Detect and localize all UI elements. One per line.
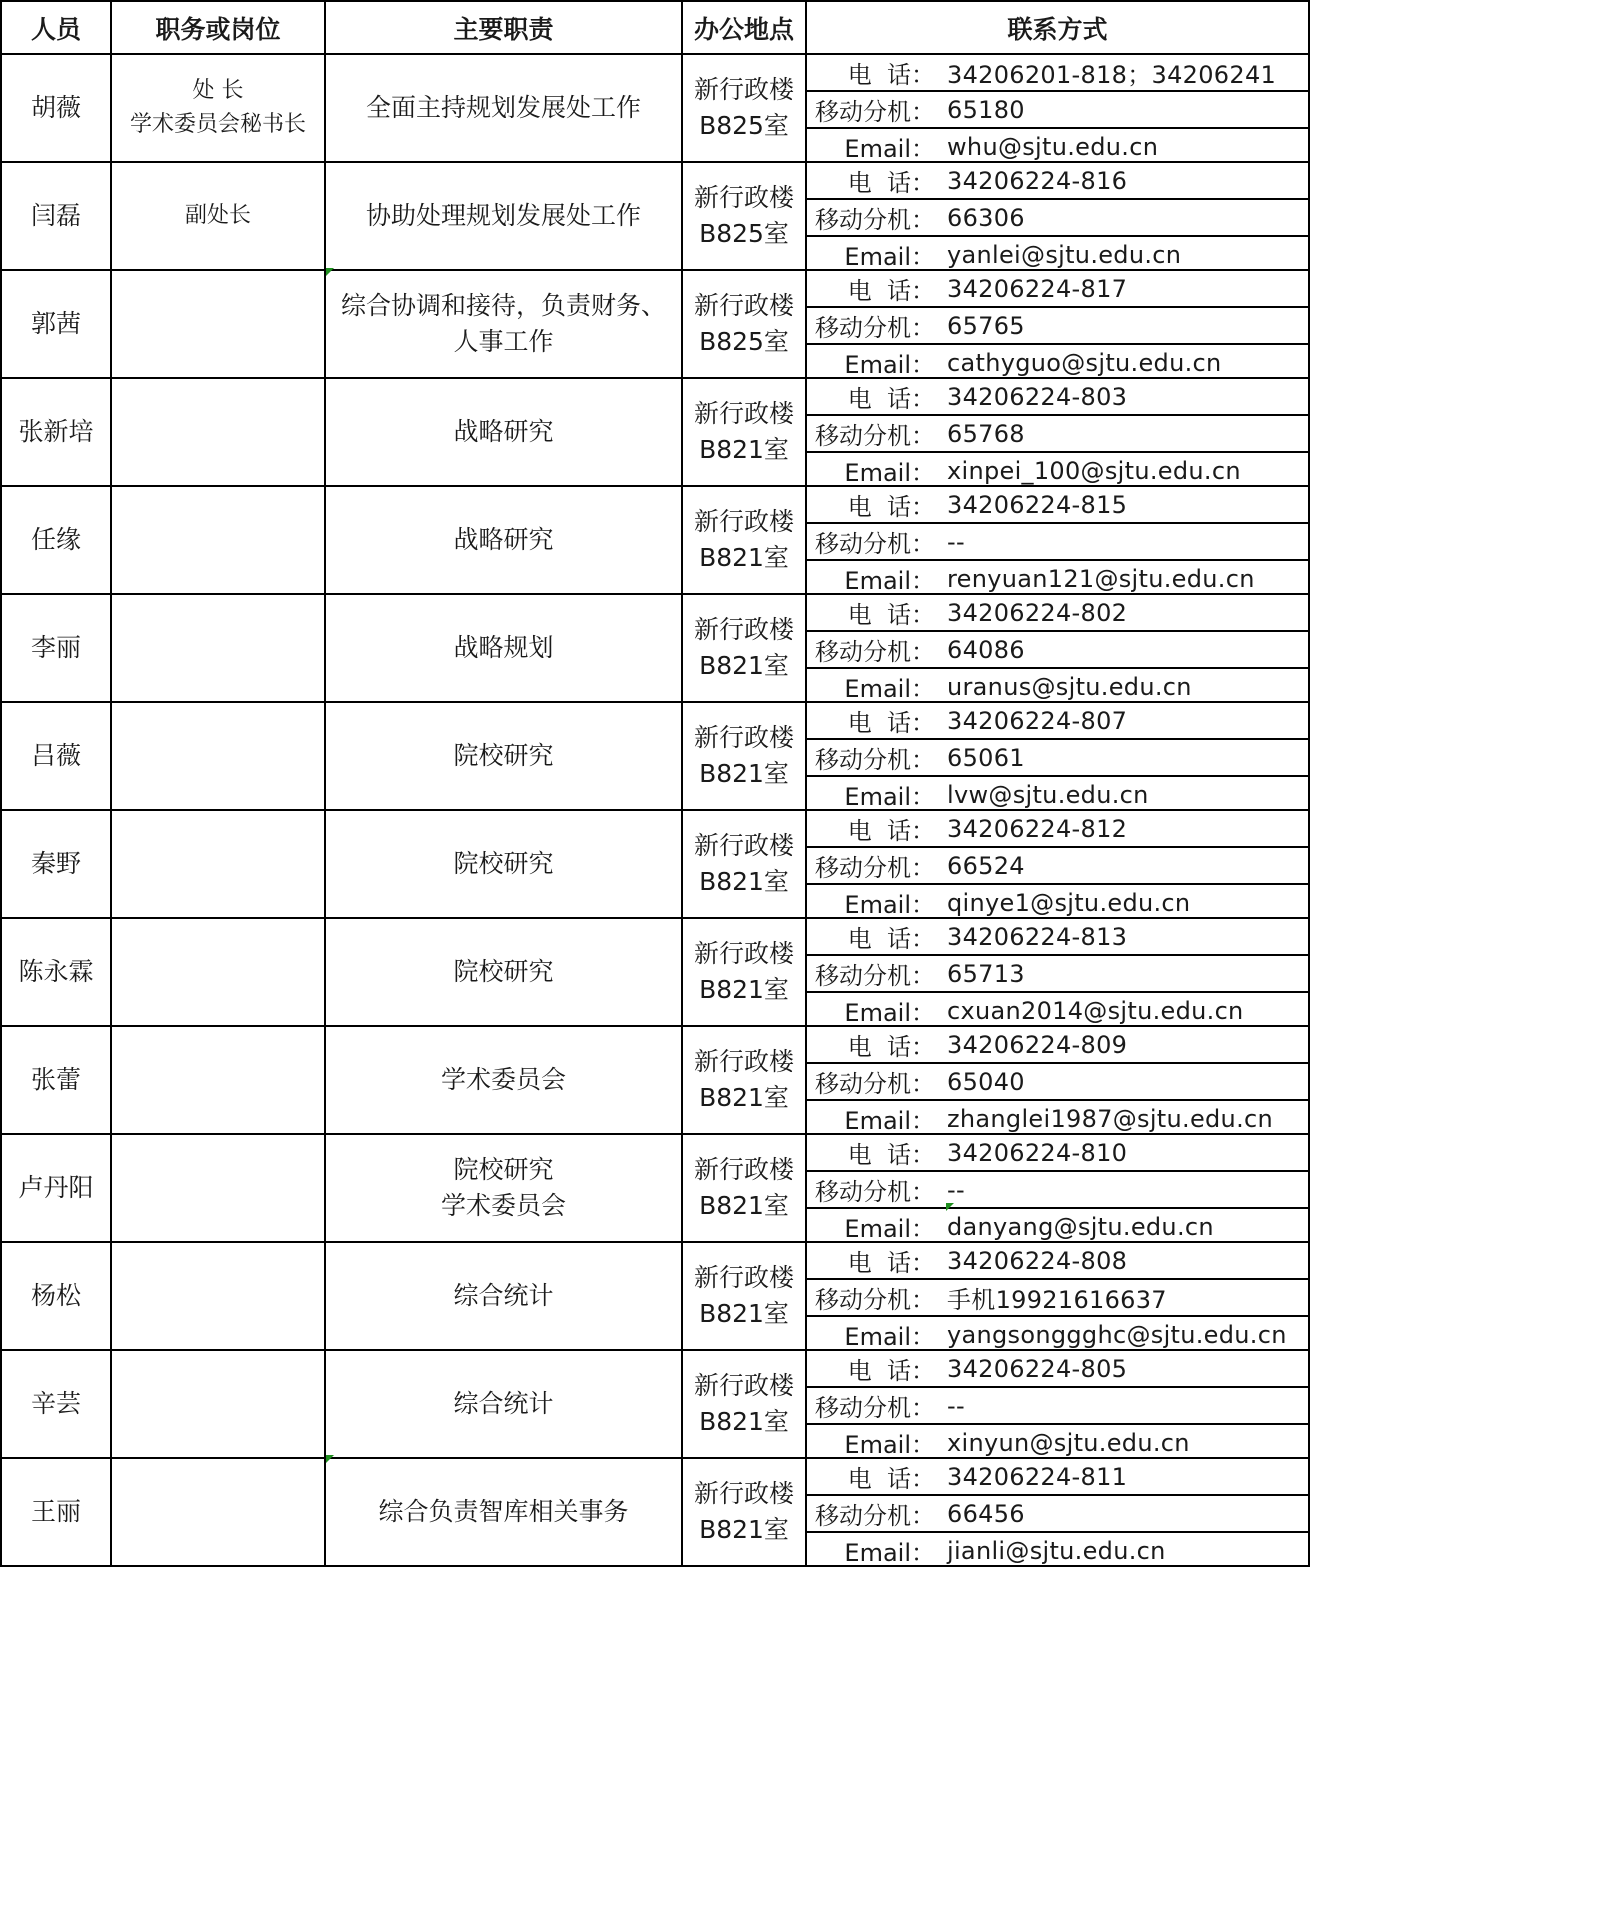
duty-text: 综合负责智库相关事务 — [378, 1497, 629, 1526]
position-cell — [111, 1134, 325, 1242]
phone-line — [807, 919, 1308, 954]
contact-cell — [806, 702, 1309, 810]
mobile-value: 65180 — [947, 95, 1025, 124]
office-room: B821室 — [699, 867, 789, 896]
office-building: 新行政楼 — [693, 1047, 794, 1076]
phone-value: 34206201-818；34206241 — [947, 61, 1277, 89]
position-cell — [111, 918, 325, 1026]
office-room: B825室 — [699, 219, 789, 248]
mobile-label: 移动分机： — [815, 206, 935, 234]
position-cell — [111, 270, 325, 378]
phone-label: 电 话： — [847, 1357, 935, 1385]
email-line — [807, 127, 1308, 164]
person-name: 辛芸 — [1, 1350, 111, 1458]
office-room: B821室 — [699, 759, 789, 788]
duty-cell — [325, 594, 682, 702]
phone-line — [807, 55, 1308, 90]
duty-cell — [325, 1026, 682, 1134]
duty-text: 综合统计 — [453, 1389, 554, 1418]
phone-value: 34206224-808 — [947, 1246, 1128, 1275]
office-room: B821室 — [699, 435, 789, 464]
email-label: Email： — [844, 783, 935, 811]
phone-label: 电 话： — [847, 1141, 935, 1169]
mobile-label: 移动分机： — [815, 962, 935, 990]
office-room: B821室 — [699, 1191, 789, 1220]
office-room: B821室 — [699, 651, 789, 680]
table-row — [1, 1242, 1309, 1350]
position-line: 学术委员会秘书长 — [129, 112, 306, 137]
email-line — [807, 1423, 1308, 1460]
person-name: 卢丹阳 — [1, 1134, 111, 1242]
duty-text: 综合统计 — [453, 1281, 554, 1310]
phone-line — [807, 271, 1308, 306]
phone-label: 电 话： — [847, 61, 935, 89]
person-name: 吕薇 — [1, 702, 111, 810]
mobile-line — [807, 846, 1308, 883]
office-cell — [682, 162, 806, 270]
office-building: 新行政楼 — [693, 75, 794, 104]
phone-label: 电 话： — [847, 1249, 935, 1277]
office-cell — [682, 1458, 806, 1566]
phone-line — [807, 1243, 1308, 1278]
mobile-value: -- — [947, 1391, 965, 1420]
phone-value: 34206224-802 — [947, 598, 1128, 627]
duty-text: 院校研究 — [453, 741, 554, 770]
office-room: B825室 — [699, 327, 789, 356]
email-label: Email： — [844, 567, 935, 595]
contact-cell — [806, 486, 1309, 594]
phone-line — [807, 811, 1308, 846]
contact-cell — [806, 270, 1309, 378]
duty-text: 院校研究 — [453, 957, 554, 986]
mobile-label: 移动分机： — [815, 638, 935, 666]
mobile-line — [807, 90, 1308, 127]
email-label: Email： — [844, 1323, 935, 1351]
position-line: 副处长 — [184, 203, 251, 228]
table-row — [1, 810, 1309, 918]
mobile-value: 65713 — [947, 959, 1025, 988]
mobile-line — [807, 198, 1308, 235]
mobile-value: 64086 — [947, 635, 1025, 664]
mobile-value: -- — [947, 1175, 965, 1204]
table-row — [1, 1458, 1309, 1566]
mobile-value: 66306 — [947, 203, 1025, 232]
position-cell — [111, 594, 325, 702]
mobile-line — [807, 1278, 1308, 1315]
mobile-label: 移动分机： — [815, 98, 935, 126]
phone-label: 电 话： — [847, 709, 935, 737]
phone-label: 电 话： — [847, 1465, 935, 1493]
email-value[interactable]: whu@sjtu.edu.cn — [947, 132, 1159, 161]
position-cell — [111, 1350, 325, 1458]
mobile-label: 移动分机： — [815, 854, 935, 882]
mobile-line — [807, 306, 1308, 343]
mobile-label: 移动分机： — [815, 746, 935, 774]
phone-line — [807, 595, 1308, 630]
email-line — [807, 235, 1308, 272]
mobile-line — [807, 738, 1308, 775]
phone-value: 34206224-813 — [947, 922, 1128, 951]
table-row — [1, 1026, 1309, 1134]
office-building: 新行政楼 — [693, 291, 794, 320]
phone-line — [807, 1351, 1308, 1386]
email-label: Email： — [844, 675, 935, 703]
phone-line — [807, 163, 1308, 198]
office-cell — [682, 1134, 806, 1242]
email-value[interactable]: xinyun@sjtu.edu.cn — [947, 1428, 1190, 1457]
phone-value: 34206224-805 — [947, 1354, 1128, 1383]
table-row — [1, 594, 1309, 702]
mobile-value: 手机19921616637 — [947, 1286, 1167, 1314]
office-cell — [682, 1350, 806, 1458]
duty-text: 战略研究 — [453, 417, 554, 446]
email-value[interactable]: cxuan2014@sjtu.edu.cn — [947, 996, 1244, 1025]
duty-cell — [325, 54, 682, 162]
table-row — [1, 270, 1309, 378]
table-row — [1, 54, 1309, 162]
email-value[interactable]: uranus@sjtu.edu.cn — [947, 672, 1192, 701]
contact-cell — [806, 810, 1309, 918]
duty-text: 协助处理规划发展处工作 — [365, 201, 641, 230]
office-building: 新行政楼 — [693, 939, 794, 968]
position-cell — [111, 162, 325, 270]
office-building: 新行政楼 — [693, 183, 794, 212]
phone-value: 34206224-811 — [947, 1462, 1128, 1491]
phone-value: 34206224-807 — [947, 706, 1128, 735]
duty-cell — [325, 162, 682, 270]
email-line — [807, 1207, 1308, 1244]
contact-cell — [806, 54, 1309, 162]
mobile-value: 65040 — [947, 1067, 1025, 1096]
contact-cell — [806, 918, 1309, 1026]
header-position: 职务或岗位 — [111, 1, 325, 54]
position-cell — [111, 1458, 325, 1566]
phone-label: 电 话： — [847, 817, 935, 845]
mobile-value: -- — [947, 527, 965, 556]
phone-line — [807, 1135, 1308, 1170]
table-row — [1, 702, 1309, 810]
person-name: 闫磊 — [1, 162, 111, 270]
person-name: 任缘 — [1, 486, 111, 594]
office-cell — [682, 918, 806, 1026]
phone-value: 34206224-812 — [947, 814, 1128, 843]
office-cell — [682, 270, 806, 378]
email-line — [807, 1099, 1308, 1136]
office-building: 新行政楼 — [693, 1155, 794, 1184]
duty-cell — [325, 1350, 682, 1458]
office-cell — [682, 54, 806, 162]
office-cell — [682, 594, 806, 702]
phone-line — [807, 1459, 1308, 1494]
office-room: B821室 — [699, 1515, 789, 1544]
duty-text: 学术委员会 — [440, 1065, 566, 1094]
email-value[interactable]: yanlei@sjtu.edu.cn — [947, 240, 1182, 269]
office-building: 新行政楼 — [693, 1263, 794, 1292]
mobile-label: 移动分机： — [815, 1070, 935, 1098]
duty-cell — [325, 378, 682, 486]
email-line — [807, 1531, 1308, 1568]
mobile-value: 66456 — [947, 1499, 1025, 1528]
email-line — [807, 559, 1308, 596]
header-contact: 联系方式 — [806, 1, 1309, 54]
office-building: 新行政楼 — [693, 507, 794, 536]
duty-text: 院校研究 学术委员会 — [440, 1155, 566, 1220]
duty-text: 综合协调和接待，负责财务、人事工作 — [340, 291, 666, 356]
office-room: B821室 — [699, 975, 789, 1004]
contact-cell — [806, 1350, 1309, 1458]
mobile-line — [807, 522, 1308, 559]
email-label: Email： — [844, 459, 935, 487]
email-line — [807, 991, 1308, 1028]
phone-value: 34206224-803 — [947, 382, 1128, 411]
email-label: Email： — [844, 1215, 935, 1243]
email-value[interactable]: yangsonggghc@sjtu.edu.cn — [947, 1320, 1287, 1349]
email-label: Email： — [844, 1107, 935, 1135]
duty-cell — [325, 1458, 682, 1566]
phone-value: 34206224-816 — [947, 166, 1128, 195]
mobile-label: 移动分机： — [815, 1178, 935, 1206]
email-line — [807, 451, 1308, 488]
header-duty: 主要职责 — [325, 1, 682, 54]
office-room: B821室 — [699, 543, 789, 572]
duty-text: 战略规划 — [453, 633, 554, 662]
mobile-line — [807, 954, 1308, 991]
email-label: Email： — [844, 243, 935, 271]
email-label: Email： — [844, 1431, 935, 1459]
duty-text: 院校研究 — [453, 849, 554, 878]
email-value[interactable]: zhanglei1987@sjtu.edu.cn — [947, 1104, 1274, 1133]
duty-cell — [325, 702, 682, 810]
email-line — [807, 883, 1308, 920]
table-row — [1, 378, 1309, 486]
person-name: 王丽 — [1, 1458, 111, 1566]
duty-text: 战略研究 — [453, 525, 554, 554]
contact-cell — [806, 1026, 1309, 1134]
phone-label: 电 话： — [847, 1033, 935, 1061]
mobile-line — [807, 630, 1308, 667]
person-name: 李丽 — [1, 594, 111, 702]
comment-marker — [946, 1203, 954, 1211]
person-name: 秦野 — [1, 810, 111, 918]
contact-cell — [806, 162, 1309, 270]
phone-label: 电 话： — [847, 385, 935, 413]
phone-value: 34206224-815 — [947, 490, 1128, 519]
email-line — [807, 1315, 1308, 1352]
office-cell — [682, 1026, 806, 1134]
email-line — [807, 343, 1308, 380]
email-label: Email： — [844, 891, 935, 919]
mobile-value: 65765 — [947, 311, 1025, 340]
mobile-line — [807, 1170, 1308, 1207]
phone-line — [807, 487, 1308, 522]
email-label: Email： — [844, 351, 935, 379]
position-cell — [111, 378, 325, 486]
person-name: 张蕾 — [1, 1026, 111, 1134]
table-row — [1, 1134, 1309, 1242]
header-person: 人员 — [1, 1, 111, 54]
email-label: Email： — [844, 1539, 935, 1567]
position-cell — [111, 702, 325, 810]
office-building: 新行政楼 — [693, 399, 794, 428]
duty-cell — [325, 1134, 682, 1242]
office-cell — [682, 378, 806, 486]
person-name: 郭茜 — [1, 270, 111, 378]
email-value[interactable]: danyang@sjtu.edu.cn — [947, 1212, 1214, 1241]
phone-value: 34206224-810 — [947, 1138, 1128, 1167]
mobile-value: 66524 — [947, 851, 1025, 880]
phone-line — [807, 1027, 1308, 1062]
office-room: B821室 — [699, 1083, 789, 1112]
email-value[interactable]: cathyguo@sjtu.edu.cn — [947, 348, 1222, 377]
office-building: 新行政楼 — [693, 723, 794, 752]
table-row — [1, 918, 1309, 1026]
contact-cell — [806, 1242, 1309, 1350]
email-label: Email： — [844, 135, 935, 163]
mobile-label: 移动分机： — [815, 1286, 935, 1314]
person-name: 胡薇 — [1, 54, 111, 162]
mobile-value: 65768 — [947, 419, 1025, 448]
mobile-line — [807, 1062, 1308, 1099]
email-value[interactable]: xinpei_100@sjtu.edu.cn — [947, 456, 1241, 485]
mobile-label: 移动分机： — [815, 422, 935, 450]
comment-marker — [326, 268, 334, 276]
phone-value: 34206224-809 — [947, 1030, 1128, 1059]
phone-value: 34206224-817 — [947, 274, 1128, 303]
phone-line — [807, 703, 1308, 738]
phone-label: 电 话： — [847, 601, 935, 629]
duty-text: 全面主持规划发展处工作 — [365, 93, 641, 122]
position-cell — [111, 1242, 325, 1350]
office-cell — [682, 1242, 806, 1350]
office-building: 新行政楼 — [693, 831, 794, 860]
contact-cell — [806, 594, 1309, 702]
phone-label: 电 话： — [847, 277, 935, 305]
duty-cell — [325, 810, 682, 918]
office-cell — [682, 702, 806, 810]
mobile-line — [807, 1494, 1308, 1531]
phone-label: 电 话： — [847, 493, 935, 521]
table-row — [1, 162, 1309, 270]
mobile-value: 65061 — [947, 743, 1025, 772]
office-room: B825室 — [699, 111, 789, 140]
mobile-label: 移动分机： — [815, 314, 935, 342]
office-building: 新行政楼 — [693, 1371, 794, 1400]
person-name: 陈永霖 — [1, 918, 111, 1026]
header-row — [1, 1, 1309, 54]
duty-cell — [325, 918, 682, 1026]
contact-cell — [806, 378, 1309, 486]
comment-marker — [326, 1455, 334, 1463]
mobile-label: 移动分机： — [815, 1502, 935, 1530]
person-name: 杨松 — [1, 1242, 111, 1350]
position-cell — [111, 810, 325, 918]
position-cell — [111, 54, 325, 162]
person-name: 张新培 — [1, 378, 111, 486]
email-value[interactable]: renyuan121@sjtu.edu.cn — [947, 564, 1255, 593]
duty-cell — [325, 486, 682, 594]
position-cell — [111, 1026, 325, 1134]
contact-cell — [806, 1458, 1309, 1566]
contact-cell — [806, 1134, 1309, 1242]
mobile-label: 移动分机： — [815, 530, 935, 558]
mobile-line — [807, 1386, 1308, 1423]
position-line: 处 长 — [192, 78, 244, 103]
header-office: 办公地点 — [682, 1, 806, 54]
office-room: B821室 — [699, 1299, 789, 1328]
phone-line — [807, 379, 1308, 414]
email-value[interactable]: lvw@sjtu.edu.cn — [947, 780, 1149, 809]
email-label: Email： — [844, 999, 935, 1027]
email-value[interactable]: jianli@sjtu.edu.cn — [947, 1536, 1166, 1565]
duty-cell — [325, 1242, 682, 1350]
mobile-label: 移动分机： — [815, 1394, 935, 1422]
office-cell — [682, 810, 806, 918]
email-line — [807, 667, 1308, 704]
office-building: 新行政楼 — [693, 615, 794, 644]
office-building: 新行政楼 — [693, 1479, 794, 1508]
office-cell — [682, 486, 806, 594]
email-line — [807, 775, 1308, 812]
email-value[interactable]: qinye1@sjtu.edu.cn — [947, 888, 1191, 917]
phone-label: 电 话： — [847, 169, 935, 197]
table-row — [1, 1350, 1309, 1458]
duty-cell — [325, 270, 682, 378]
position-cell — [111, 486, 325, 594]
table-body — [1, 54, 1309, 1566]
mobile-line — [807, 414, 1308, 451]
office-room: B821室 — [699, 1407, 789, 1436]
phone-label: 电 话： — [847, 925, 935, 953]
table-row — [1, 486, 1309, 594]
